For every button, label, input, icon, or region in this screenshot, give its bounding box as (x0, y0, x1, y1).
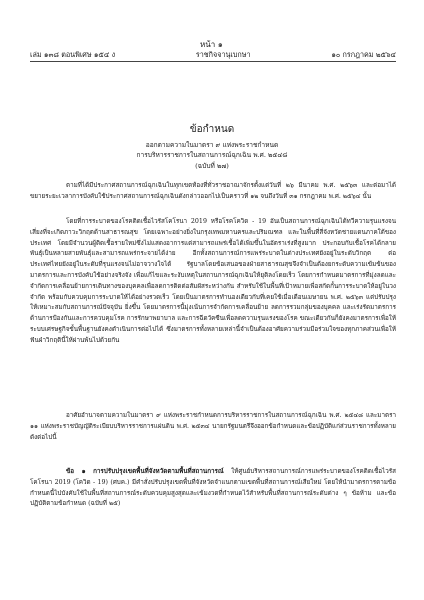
paragraph-rationale: โดยที่การระบาดของโรคติดเชื้อไวรัสโคโรนา 2019 หรือโรคโควิด - 19 อันเป็นสถานการณ์ฉุกเฉินได้ทวีความรุนแรงจนเสี่ยงที่จะเกิดภาวะวิกฤตด้านสาธารณสุข โดยเฉพาะอย่างยิ่งในกรุงเทพมหานครและปริมณฑล และในพื้นที่สี่จังหวัดชายแดนภาคใต้ของประเทศ โดยมีจำนวนผู้ติดเชื้อรายใหม่ซึ่งไม่แสดงอาการแต่สามารถแพร่เชื้อได้เพิ่มขึ้นในอัตราเร่งที่สูงมาก ประกอบกับเชื้อโรคได้กลายพันธุ์เป็นหลายสายพันธุ์และสามารถแพร่กระจายได้ง่าย อีกทั้งสถานการณ์การแพร่ระบาดในต่างประเทศยังอยู่ในระดับวิกฤต ต่อประเทศไทยยังอยู่ในระดับที่รุนแรงจนไม่อาจวางใจได้ รัฐบาลโดยข้อเสนอของฝ่ายสาธารณสุขจึงจำเป็นต้องยกระดับความเข้มข้นของมาตรการและการบังคับใช้อย่างจริงจัง เพื่อแก้ไขและระงับเหตุในสถานการณ์ฉุกเฉินให้ยุติลงโดยเร็ว โดยการกำหนดมาตรการที่มุ่งลดและจำกัดการเคลื่อนย้ายการเดินทางของบุคคลเพื่อลดการติดต่อสัมผัสระหว่างกัน สำหรับใช้ในพื้นที่เป้าหมายเพื่อสกัดกั้นการระบาดให้อยู่ในวงจำกัด พร้อมกับควบคุมการระบาดให้ได้อย่างรวดเร็ว โดยเป็นมาตรการทำนองเดียวกับที่เคยใช้เมื่อเดือนเมษายน พ.ศ. ๒๕๖๓ แต่ปรับปรุงให้เหมาะสมกับสถานการณ์ปัจจุบัน ยิ่งขึ้น โดยมาตรการนี้มุ่งเน้นการจำกัดการเคลื่อนย้าย ลดการรวมกลุ่มของบุคคล และเร่งรัดมาตรการด้านการป้องกันและการควบคุมโรค การรักษาพยาบาล และการฉีดวัคซีนเพื่อลดความรุนแรงของโรค ขณะเดียวกันก็ยังคงมาตรการเพื่อให้ระบบเศรษฐกิจขั้นพื้นฐานยังคงดำเนินการต่อไปได้ ซึ่งมาตรการทั้งหลายเหล่านี้จำเป็นต้องอาศัยความร่วมมือร่วมใจของทุกภาคส่วนเพื่อให้ฟันฝ่าวิกฤตินี้ให้ผ่านพ้นไปด้วยกัน (30, 218, 396, 344)
clause-1-text: ให้ศูนย์บริหารสถานการณ์การแพร่ระบาดของโรคติดเชื้อไวรัสโคโรนา 2019 (โควิด - 19) (ศบค.) มีคำสั่งปรับปรุงเขตพื้นที่จังหวัดจำแนกตามเขตพื้นที่สถานการณ์เสียใหม่ โดยให้นำมาตรการตามข้อกำหนดนี้ไปบังคับใช้ในพื้นที่สถานการณ์ระดับควบคุมสูงสุดและเข้มงวดที่กำหนดไว้สำหรับพื้นที่สถานการณ์ระดับต่าง ๆ ข้อห้าม และข้อปฏิบัติตามข้อกำหนด (ฉบับที่ ๒๕) (30, 468, 396, 508)
issue-number: (ฉบับที่ ๒๗) (195, 162, 229, 170)
document-title: ข้อกำหนด (189, 124, 235, 135)
header-divider (30, 61, 396, 62)
issued-under: ออกตามความในมาตรา ๙ แห่งพระราชกำหนด (145, 141, 279, 149)
publication-name: ราชกิจจานุเบกษา (195, 50, 251, 59)
gazette-header (30, 50, 396, 61)
paragraph-authority: อาศัยอำนาจตามความในมาตรา ๙ แห่งพระราชกำหนดการบริหารราชการในสถานการณ์ฉุกเฉิน พ.ศ. ๒๕๔๘ และมาตรา ๑๑ แห่งพระราชบัญญัติระเบียบบริหารราชการแผ่นดิน พ.ศ. ๒๕๓๔ นายกรัฐมนตรีจึงออกข้อกำหนดและข้อปฏิบัติแก่ส่วนราชการทั้งหลาย ดังต่อไปนี้ (30, 412, 396, 441)
clause-1-heading: ข้อ ๑ การปรับปรุงเขตพื้นที่จังหวัดตามพื้นที่สถานการณ์ (66, 468, 224, 475)
act-name: การบริหารราชการในสถานการณ์ฉุกเฉิน พ.ศ. ๒๕๔๘ (136, 151, 288, 159)
volume-issue: เล่ม ๑๓๘ ตอนพิเศษ ๑๕๔ ง (30, 50, 116, 59)
paragraph-preamble: ตามที่ได้มีประกาศสถานการณ์ฉุกเฉินในทุกเขตท้องที่ทั่วราชอาณาจักรตั้งแต่วันที่ ๒๖ มีนาคม พ.ศ. ๒๕๖๓ และต่อมาได้ขยายระยะเวลาการบังคับใช้ประกาศสถานการณ์ฉุกเฉินดังกล่าวออกไปเป็นคราวที่ ๑๒ จนถึงวันที่ ๓๑ กรกฎาคม พ.ศ. ๒๕๖๔ นั้น (30, 182, 396, 200)
publication-date: ๑๐ กรกฎาคม ๒๕๖๔ (331, 50, 396, 59)
page-number: หน้า ๑ (200, 40, 223, 49)
clause-1 (30, 467, 396, 510)
